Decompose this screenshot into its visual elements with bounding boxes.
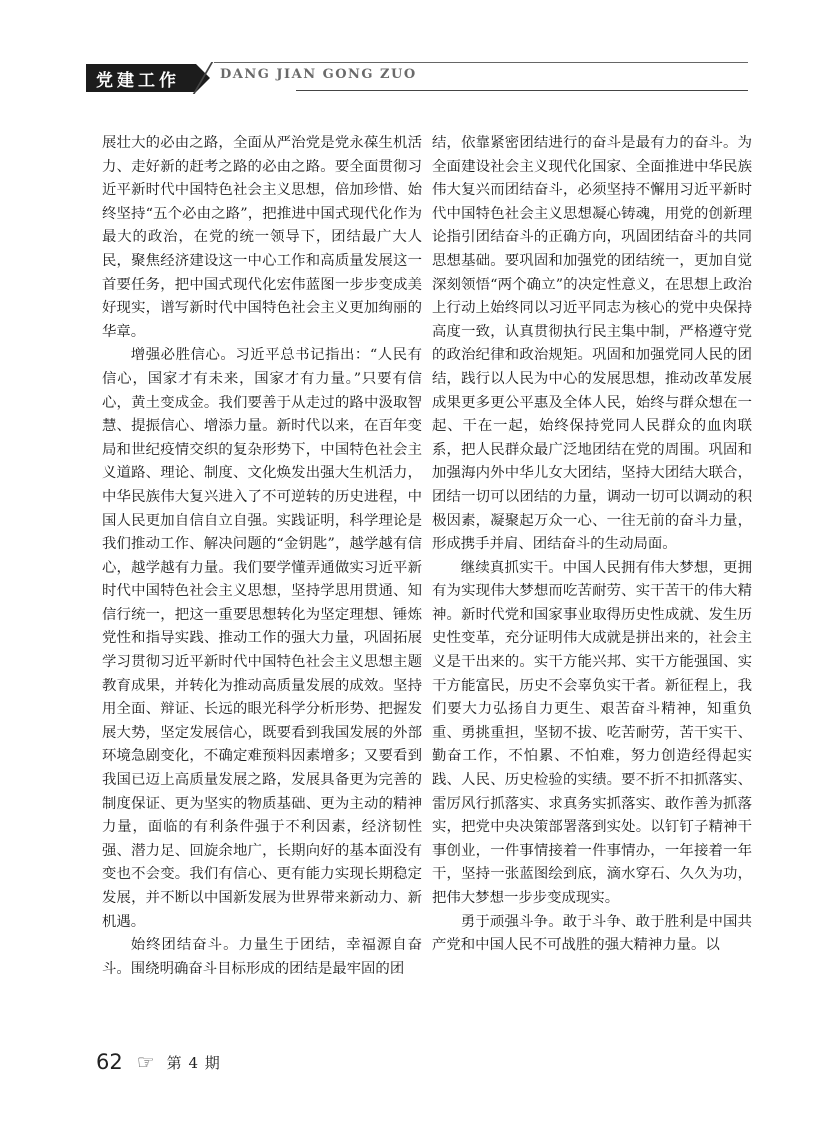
header-top-rule: [214, 62, 748, 63]
paragraph-confidence: 增强必胜信心。习近平总书记指出：“人民有信心，国家才有未来，国家才有力量。”只要有信心，黄土变成金。我们要善于从走过的路中汲取智慧、提振信心、增添力量。新时代以来，在百年变局和世纪疫情交织的复杂形势下，中国特色社会主义道路、理论、制度、文化焕发出强大生机活力，中华民族伟大复兴进入了不可逆转的历史进程，中国人民更加自信自立自强。实践证明，科学理论是我们推动工作、解决问题的“金钥匙”，越学越有信心，越学越有力量。我们要学懂弄通做实习近平新时代中国特色社会主义思想，坚持学思用贯通、知信行统一，把这一重要思想转化为坚定理想、锤炼党性和指导实践、推动工作的强大力量，巩固拓展学习贯彻习近平新时代中国特色社会主义思想主题教育成果，并转化为推动高质量发展的成效。坚持用全面、辩证、长远的眼光科学分析形势、把握发展大势，坚定发展信心，既要看到我国发展的外部环境急剧变化，不确定难预料因素增多；又要看到我国已迈上高质量发展之路，发展具备更为完善的制度保证、更为坚实的物质基础、更为主动的精神力量，面临的有利条件强于不利因素，经济韧性强、潜力足、回旋余地广，长期向好的基本面没有变也不会变。我们有信心、更有能力实现长期稳定发展，并不断以中国新发展为世界带来新动力、新机遇。: [102, 347, 422, 930]
section-header: [86, 62, 748, 94]
paragraph-struggle: 勇于顽强斗争。敢于斗争、敢于胜利是中国共产党和中国人民不可战胜的强大精神力量。以: [432, 913, 752, 954]
section-title-en: DANG JIAN GONG ZUO: [220, 67, 417, 82]
page-footer: [96, 1046, 221, 1078]
paragraph-unity: 始终团结奋斗。力量生于团结，幸福源自奋斗。围绕明确奋斗目标形成的团结是最牢固的团: [102, 937, 422, 977]
pointing-hand-icon: ☞: [136, 1050, 155, 1074]
section-title-cn: 党建工作: [86, 64, 196, 92]
header-rule: [296, 90, 748, 91]
paragraph-unity-continued: 结，依靠紧密团结进行的奋斗是最有力的奋斗。为全面建设社会主义现代化国家、全面推进中华民族伟大复兴而团结奋斗，必须坚持不懈用习近平新时代中国特色社会主义思想凝心铸魂，用党的创新理论指引团结奋斗的正确方向，巩固团结奋斗的共同思想基础。要巩固和加强党的团结统一，更加自觉深刻领悟“两个确立”的决定性意义，在思想上政治上行动上始终同以习近平同志为核心的党中央保持高度一致，认真贯彻执行民主集中制，严格遵守党的政治纪律和政治规矩。巩固和加强党同人民的团结，践行以人民为中心的发展思想，推动改革发展成果更多更公平惠及全体人民，始终与群众想在一起、干在一起，始终保持党同人民群众的血肉联系，把人民群众最广泛地团结在党的周围。巩固和加强海内外中华儿女大团结，坚持大团结大联合，团结一切可以团结的力量，调动一切可以调动的积极因素，凝聚起万众一心、一往无前的奋斗力量，形成携手并肩、团结奋斗的生动局面。: [432, 135, 752, 553]
issue-number: 第 4 期: [166, 1053, 221, 1072]
paragraph-hard-work: 继续真抓实干。中国人民拥有伟大梦想，更拥有为实现伟大梦想而吃苦耐劳、实干苦干的伟大精神。新时代党和国家事业取得历史性成就、发生历史性变革，充分证明伟大成就是拼出来的，社会主义是干出来的。实干方能兴邦、实干方能强国、实干方能富民，历史不会辜负实干者。新征程上，我们要大力弘扬自力更生、艰苦奋斗精神，知重负重、勇挑重担，坚韧不拔、吃苦耐劳，苦干实干、勤奋工作，不怕累、不怕难，努力创造经得起实践、人民、历史检验的实绩。要不折不扣抓落实、雷厉风行抓落实、求真务实抓落实、敢作善为抓落实，把党中央决策部署落到实处。以钉钉子精神干事创业，一件事情接着一件事情办，一年接着一年干，坚持一张蓝图绘到底，滴水穿石、久久为功，把伟大梦想一步步变成现实。: [432, 559, 752, 906]
paragraph-continued: 展壮大的必由之路，全面从严治党是党永葆生机活力、走好新的赶考之路的必由之路。要全面贯彻习近平新时代中国特色社会主义思想，倍加珍惜、始终坚持“五个必由之路”，把推进中国式现代化作为最大的政治，在党的统一领导下，团结最广大人民，聚焦经济建设这一中心工作和高质量发展这一首要任务，把中国式现代化宏伟蓝图一步步变成美好现实，谱写新时代中国特色社会主义更加绚丽的华章。: [102, 135, 422, 340]
page-number: 62: [96, 1050, 123, 1074]
left-column: [102, 132, 422, 981]
right-column: [432, 132, 752, 958]
